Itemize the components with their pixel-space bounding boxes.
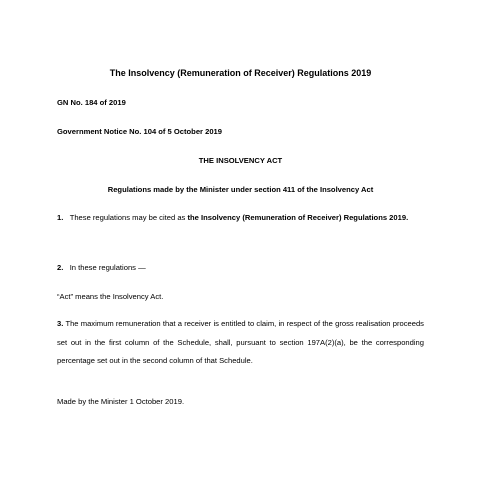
government-notice: Government Notice No. 104 of 5 October 2019 [57,127,223,136]
act-heading: THE INSOLVENCY ACT [198,156,283,165]
section-3 [57,315,424,371]
document-page [57,0,424,480]
section-1 [57,209,424,228]
section-1-number: 1. [57,213,64,222]
regulations-heading: Regulations made by the Minister under section 411 of the Insolvency Act [107,185,374,194]
section-1-citation: the Insolvency (Remuneration of Receiver) Regulations 2019 [187,213,407,222]
section-2-number: 2. [57,263,64,272]
made-by-line: Made by the Minister 1 October 2019. [57,397,185,406]
document-title: The Insolvency (Remuneration of Receiver) Regulations 2019 [109,68,372,78]
section-2 [57,262,424,273]
section-3-number: 3. [57,319,64,328]
section-2-text: In these regulations — [69,263,146,272]
section-1-text: These regulations may be cited as [69,213,188,222]
section-1-period: . [406,213,409,222]
act-definition: “Act” means the Insolvency Act. [57,292,164,301]
gn-number: GN No. 184 of 2019 [57,98,126,107]
section-3-text: The maximum remuneration that a receiver is entitled to claim, in respect of the gross realisation proceeds set out in the first column of the Schedule, shall, pursuant to section 197A(2)(a), be the corresponding percentage set out in the second column of that Schedule. [57,319,424,365]
